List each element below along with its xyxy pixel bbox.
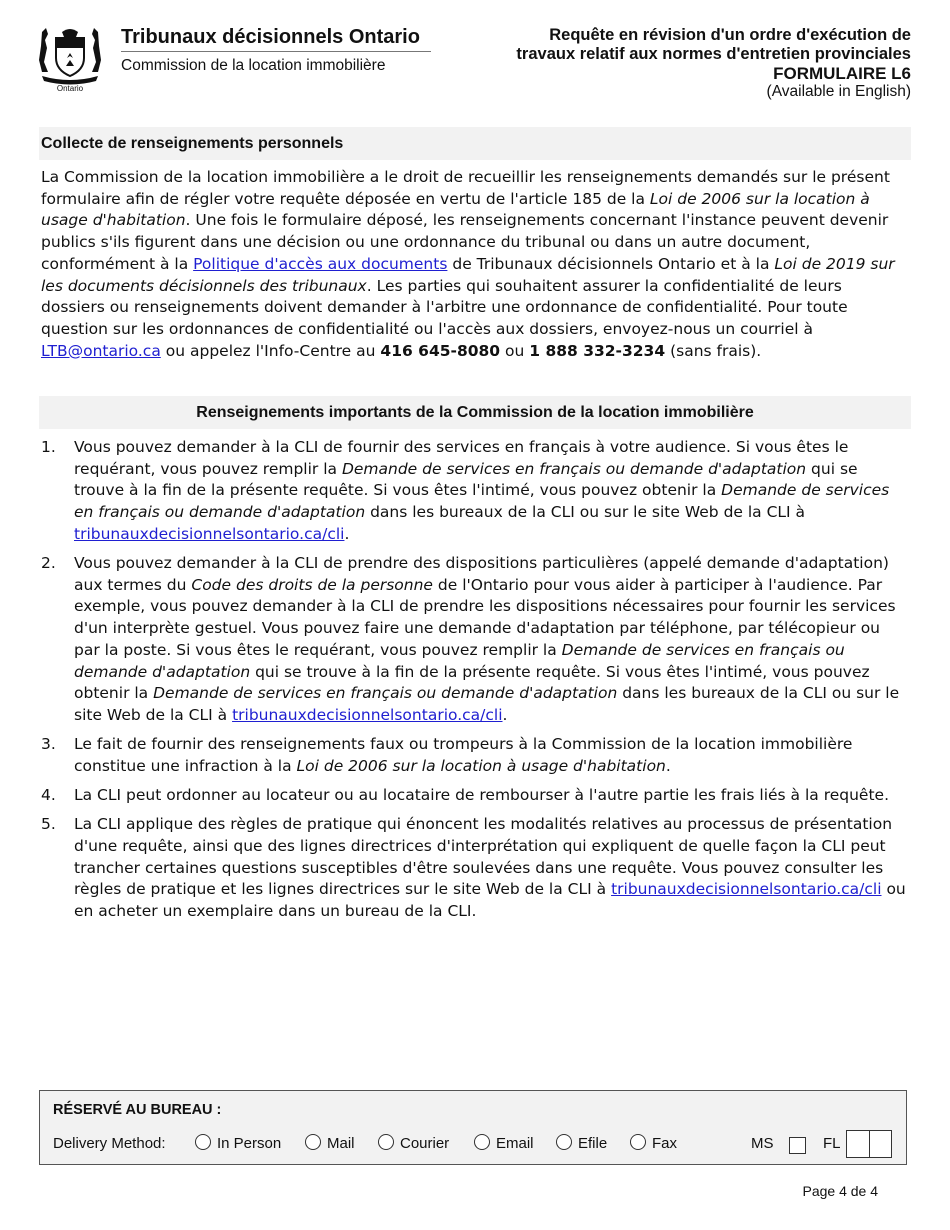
delivery-option-in-person[interactable]: In Person xyxy=(195,1134,281,1152)
delivery-option-efile[interactable]: Efile xyxy=(556,1134,607,1152)
list-item: 1. Vous pouvez demander à la CLI de fournir des services en français à votre audience. Si vous êtes le requérant, vous pouvez remplir la Demande de services en français ou demande d'adaptation qui se trouve à la fin de la présente requête. Si vous êtes l'intimé, vous pouvez obtenir la Demande de services en français ou demande d'adaptation dans les bureaux de la CLI ou sur le site Web de la CLI à tribunauxdecisionnelsontario.ca/cli. xyxy=(41,438,890,543)
list-item: 2. Vous pouvez demander à la CLI de prendre des dispositions particulières (appelé demande d'adaptation) aux termes du Code des droits de la personne de l'Ontario pour vous aider à participer à l'audience. Par exemple, vous pouvez demander à la CLI de prendre les dispositions nécessaires pour fournir les services d'un interprète gestuel. Vous pouvez faire une demande d'adaptation par téléphone, par télécopieur ou par la poste. Si vous êtes le requérant, vous pouvez remplir la Demande de services en français ou demande d'adaptation qui se trouve à la fin de la présente requête. Si vous êtes l'intimé, vous pouvez obtenir la Demande de services en français ou demande d'adaptation dans les bureaux de la CLI ou sur le site Web de la CLI à tribunauxdecisionnelsontario.ca/cli. xyxy=(41,554,900,724)
form-title-line1: Requête en révision d'un ordre d'exécution de xyxy=(549,26,911,44)
header-divider xyxy=(121,51,431,52)
radio-button[interactable] xyxy=(474,1134,490,1150)
list-item: 3. Le fait de fournir des renseignements faux ou trompeurs à la Commission de la location immobilière constitue une infraction à la Loi de 2006 sur la location à usage d'habitation. xyxy=(41,735,853,775)
org-name: Tribunaux décisionnels Ontario xyxy=(121,26,420,48)
ontario-coat-of-arms-logo xyxy=(36,26,104,92)
delivery-option-mail[interactable]: Mail xyxy=(305,1134,355,1152)
radio-button[interactable] xyxy=(378,1134,394,1150)
ms-checkbox[interactable] xyxy=(789,1137,806,1154)
fl-input-boxes[interactable] xyxy=(846,1130,892,1158)
radio-button[interactable] xyxy=(195,1134,211,1150)
office-use-box xyxy=(39,1090,907,1165)
org-subtitle: Commission de la location immobilière xyxy=(121,57,386,74)
form-title-block xyxy=(451,26,911,100)
access-policy-link[interactable]: Politique d'accès aux documents xyxy=(193,254,448,273)
available-in-english: (Available in English) xyxy=(766,83,911,100)
important-info-list xyxy=(41,437,909,930)
delivery-method-label: Delivery Method: xyxy=(53,1135,166,1152)
ltb-website-link[interactable]: tribunauxdecisionnelsontario.ca/cli xyxy=(232,705,503,724)
ltb-website-link[interactable]: tribunauxdecisionnelsontario.ca/cli xyxy=(611,880,882,899)
delivery-option-fax[interactable]: Fax xyxy=(630,1134,677,1152)
radio-button[interactable] xyxy=(630,1134,646,1150)
important-info-heading: Renseignements importants de la Commission de la location immobilière xyxy=(39,396,911,429)
radio-button[interactable] xyxy=(556,1134,572,1150)
form-title-line2: travaux relatif aux normes d'entretien provinciales xyxy=(516,45,911,63)
infocentre-phone: 416 645-8080 xyxy=(380,341,501,360)
radio-button[interactable] xyxy=(305,1134,321,1150)
privacy-heading: Collecte de renseignements personnels xyxy=(39,127,911,160)
page-number: Page 4 de 4 xyxy=(802,1183,878,1199)
ltb-website-link[interactable]: tribunauxdecisionnelsontario.ca/cli xyxy=(74,524,345,543)
office-use-title: RÉSERVÉ AU BUREAU : xyxy=(53,1102,222,1118)
delivery-option-courier[interactable]: Courier xyxy=(378,1134,449,1152)
ltb-email-link[interactable]: LTB@ontario.ca xyxy=(41,341,161,360)
form-code: FORMULAIRE L6 xyxy=(773,64,911,83)
delivery-option-email[interactable]: Email xyxy=(474,1134,534,1152)
privacy-paragraph: La Commission de la location immobilière a le droit de recueillir les renseignements demandés sur le présent formulaire afin de régler votre requête déposée en vertu de l'article 185 de la Loi de 2006 sur la location à usage d'habitation. Une fois le formulaire déposé, les renseignements concernant l'instance peuvent devenir publics s'ils figurent dans une décision ou une ordonnance du tribunal ou dans un autre document, conformément à la Politique d'accès aux documents de Tribunaux décisionnels Ontario et à la Loi de 2019 sur les documents décisionnels des tribunaux. Les parties qui souhaitent assurer la confidentialité de leurs dossiers ou renseignements doivent demander à l'arbitre une ordonnance de confidentialité. Pour toute question sur les ordonnances de confidentialité ou l'accès aux dossiers, envoyez-nous un courriel à LTB@ontario.ca ou appelez l'Info-Centre au 416 645-8080 ou 1 888 332-3234 (sans frais). xyxy=(41,168,895,360)
ms-label: MS xyxy=(751,1135,774,1152)
tollfree-phone: 1 888 332-3234 xyxy=(529,341,666,360)
list-item: 5. La CLI applique des règles de pratique qui énoncent les modalités relatives au processus de présentation d'une requête, ainsi que des lignes directrices d'interprétation qui expliquent de quelle façon la CLI peut trancher certaines questions susceptibles d'être soulevées dans une requête. Vous pouvez consulter les règles de pratique et les lignes directrices sur le site Web de la CLI à tribunauxdecisionnelsontario.ca/cli ou en acheter un exemplaire dans un bureau de la CLI. xyxy=(41,815,906,921)
logo-caption: Ontario xyxy=(56,84,84,92)
list-item: 4. La CLI peut ordonner au locateur ou au locataire de rembourser à l'autre partie les frais liés à la requête. xyxy=(41,786,890,805)
fl-label: FL xyxy=(823,1135,841,1152)
